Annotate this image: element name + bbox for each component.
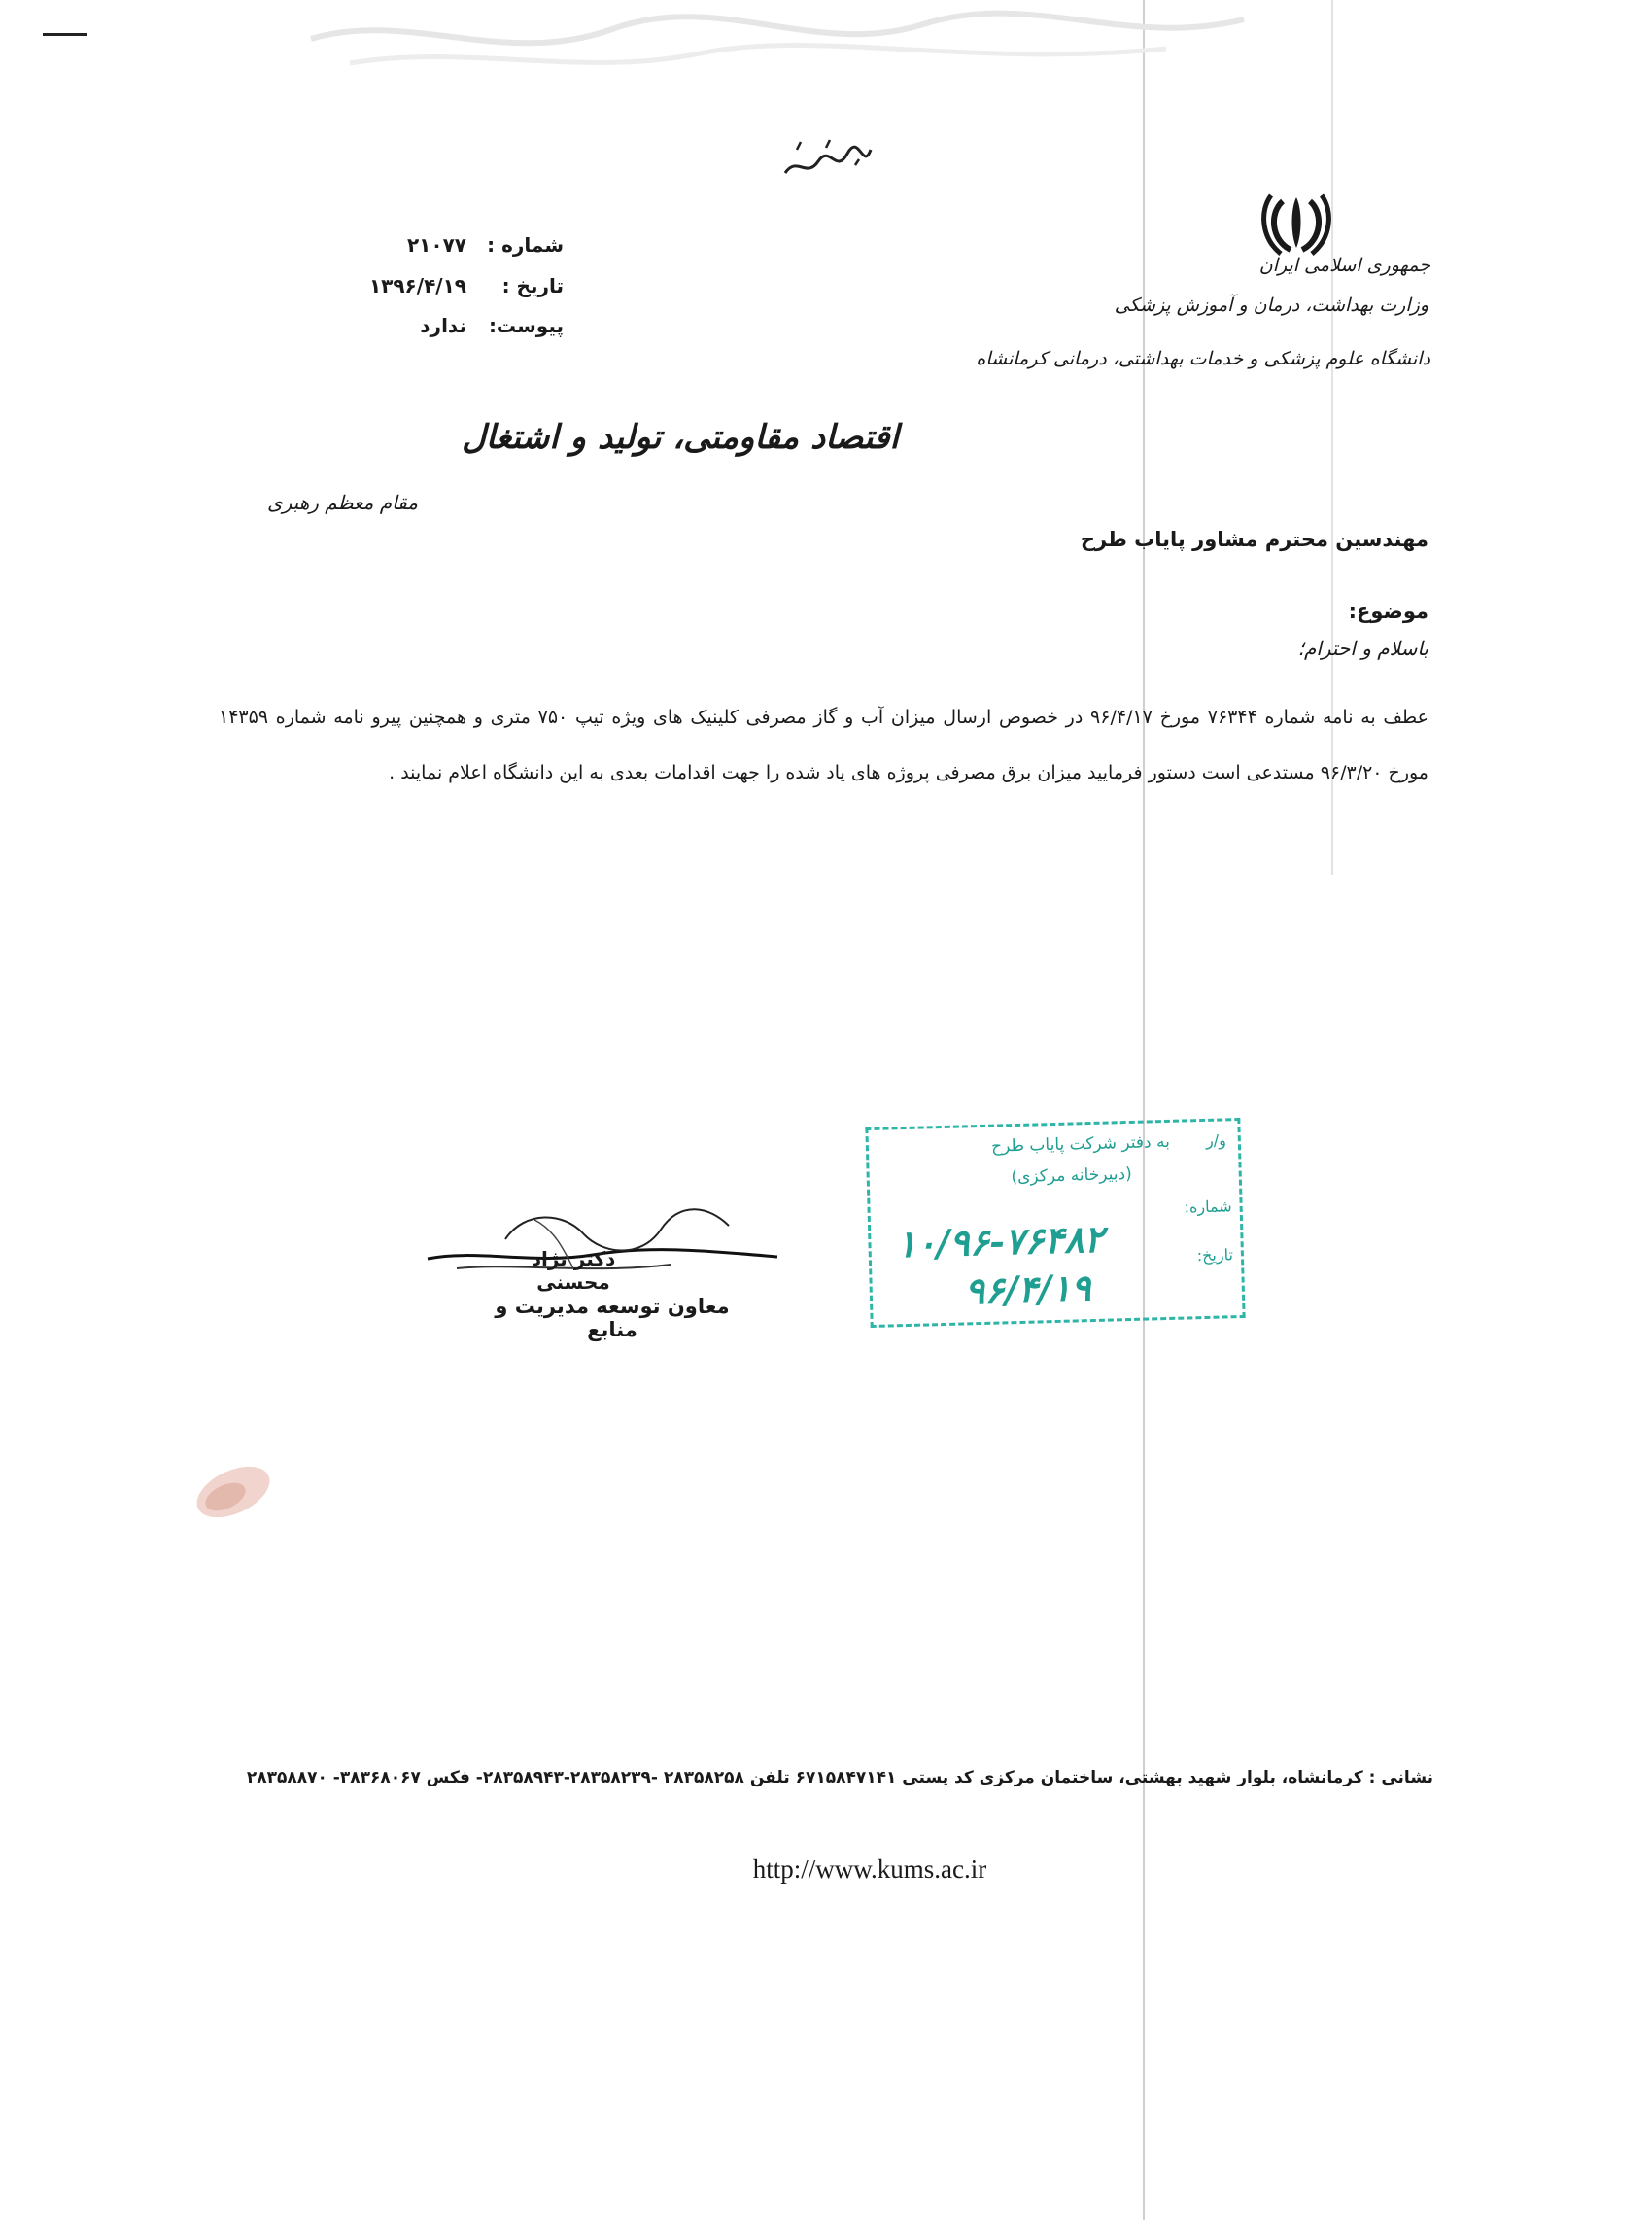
iran-emblem-icon: [1254, 190, 1339, 256]
footer-address: نشانی : کرمانشاه، بلوار شهید بهشتی، ساختمان مرکزی کد پستی ۶۷۱۵۸۴۷۱۴۱ تلفن ۲۸۳۵۸۲۵۸ -۲۸۳۵۸۲۳۹-۲۸۳۵۸۹۴۳- فکس ۳۸۳۶۸۰۶۷- ۲۸۳۵۸۸۷۰: [246, 1768, 1433, 1787]
signer-title: معاون توسعه مدیریت و منابع: [495, 1295, 730, 1341]
org-line-ministry: وزارت بهداشت، درمان و آموزش پزشکی: [1114, 295, 1428, 316]
basmala-text: بسمه تعالی: [826, 183, 831, 184]
date-value: ۱۳۹۶/۴/۱۹: [368, 274, 466, 297]
letter-body: عطف به نامه شماره ۷۶۳۴۴ مورخ ۹۶/۴/۱۷ در خصوص ارسال میزان آب و گاز مصرفی کلینیک های ویژه تیپ ۷۵۰ متری و همچنین پیرو نامه شماره ۱۴۳۵۹ مورخ ۹۶/۳/۲۰ مستدعی است دستور فرمایید میزان برق مصرفی پروژه های یاد شده را جهت اقدامات بعدی به این دانشگاه اعلام نمایند .: [219, 707, 1428, 783]
slogan-attribution: مقام معظم رهبری: [266, 491, 418, 514]
stamp-number-label: شماره:: [1184, 1197, 1232, 1217]
stamp-corner-mark: و/ر: [1205, 1130, 1227, 1150]
basmala-calligraphy: [777, 136, 875, 185]
attachment-value: ندارد: [420, 314, 466, 337]
year-slogan: اقتصاد مقاومتی، تولید و اشتغال: [462, 418, 899, 457]
org-line-university: دانشگاه علوم پزشکی و خدمات بهداشتی، درمانی کرمانشاه: [976, 348, 1430, 369]
salutation: باسلام و احترام؛: [1297, 637, 1428, 660]
subject-label: موضوع:: [1348, 600, 1428, 623]
number-value: ۲۱۰۷۷: [406, 233, 466, 257]
date-label: تاریخ :: [501, 274, 564, 297]
received-stamp: [865, 1118, 1245, 1328]
attachment-label: پیوست:: [488, 314, 564, 337]
stamp-number-handwritten: ۱۰/۹۶-۷۶۴۸۲: [895, 1216, 1105, 1266]
stamp-secretariat-line: (دبیرخانه مرکزی): [1011, 1163, 1132, 1188]
faded-header-scribble: [292, 0, 1263, 78]
stamp-company-line: به دفتر شرکت پایاب طرح: [990, 1131, 1171, 1157]
footer-url: http://www.kums.ac.ir: [752, 1855, 987, 1884]
scan-dash-mark: [43, 33, 87, 36]
number-label: شماره :: [487, 233, 564, 257]
ink-smudge: [175, 1448, 292, 1536]
org-line-republic: جمهوری اسلامی ایران: [1258, 255, 1430, 276]
stamp-date-label: تاریخ:: [1196, 1245, 1234, 1266]
addressee: مهندسین محترم مشاور پایاب طرح: [1080, 528, 1428, 551]
stamp-date-handwritten: ۹۶/۴/۱۹: [964, 1266, 1092, 1313]
scan-fold-line: [1143, 0, 1145, 2220]
signer-name: دکتر نژاد محسنی: [531, 1247, 616, 1294]
